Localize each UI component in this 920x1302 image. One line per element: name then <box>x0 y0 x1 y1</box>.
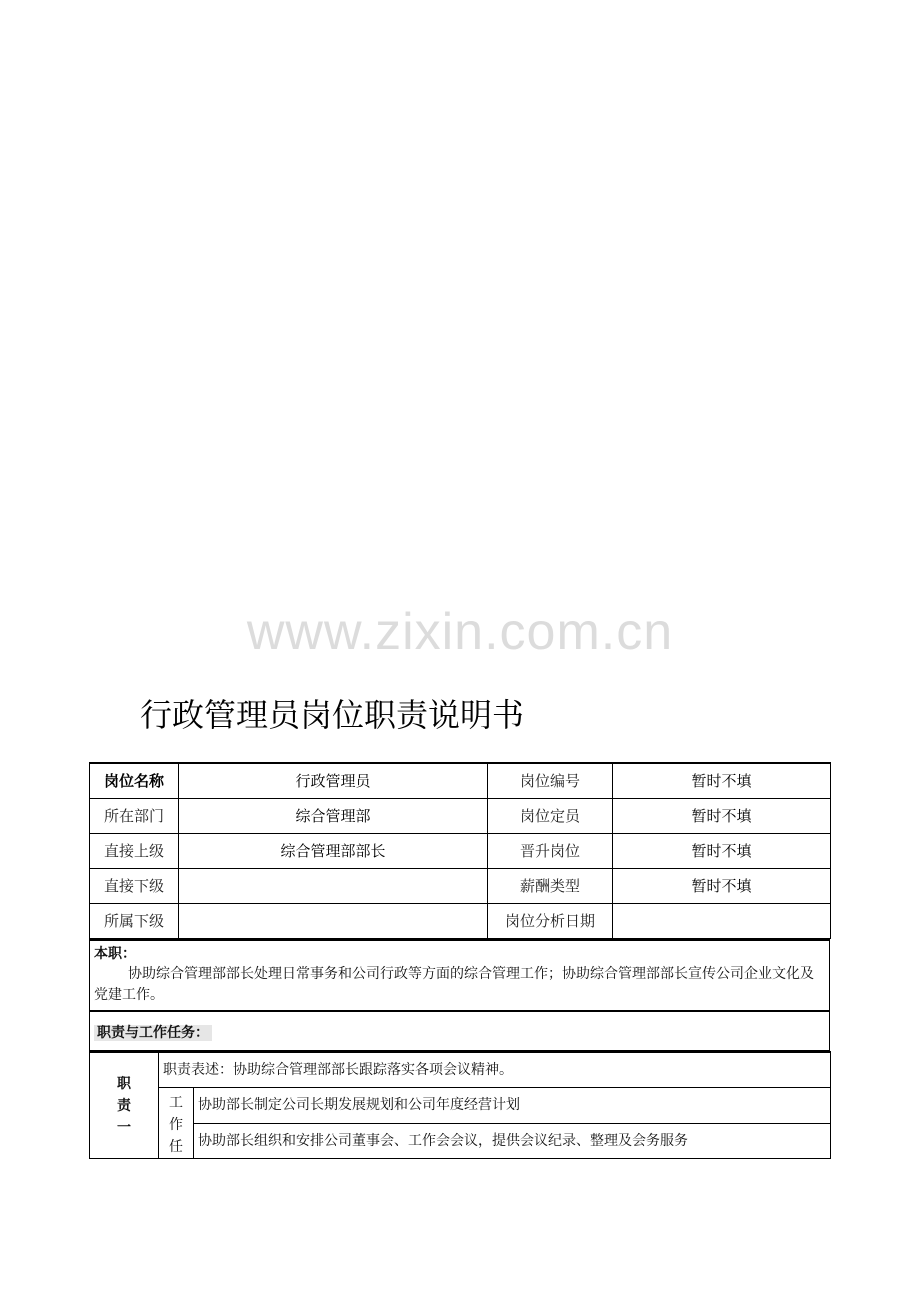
value-headcount: 暂时不填 <box>613 799 831 834</box>
value-analysis-date <box>613 904 831 939</box>
task-item-1: 协助部长制定公司长期发展规划和公司年度经营计划 <box>194 1088 831 1124</box>
info-row-position-name <box>90 763 831 799</box>
duty-one-description: 职责表述：协助综合管理部部长跟踪落实各项会议精神。 <box>159 1052 831 1088</box>
info-row-affiliated <box>90 904 831 939</box>
duty-summary-section <box>90 940 830 1011</box>
label-headcount: 岗位定员 <box>488 799 613 834</box>
label-analysis-date: 岗位分析日期 <box>488 904 613 939</box>
label-direct-supervisor: 直接上级 <box>90 834 179 869</box>
info-row-supervisor <box>90 834 831 869</box>
info-table <box>89 762 831 939</box>
value-position-name: 行政管理员 <box>179 763 488 799</box>
duty-one-table <box>89 1051 831 1159</box>
task-row <box>90 1088 831 1124</box>
summary-table <box>89 939 830 1051</box>
label-department: 所在部门 <box>90 799 179 834</box>
label-salary-type: 薪酬类型 <box>488 869 613 904</box>
duty-one-label: 职 责 一 <box>90 1052 159 1159</box>
value-department: 综合管理部 <box>179 799 488 834</box>
document-title: 行政管理员岗位职责说明书 <box>140 696 525 734</box>
label-position-name: 岗位名称 <box>90 763 179 799</box>
value-position-code: 暂时不填 <box>613 763 831 799</box>
watermark: www.zixin.com.cn <box>246 603 674 661</box>
job-description-sheet <box>89 762 830 1159</box>
task-item-2: 协助部长组织和安排公司董事会、工作会会议，提供会议纪录、整理及会务服务 <box>194 1123 831 1159</box>
value-affiliated-subordinate <box>179 904 488 939</box>
task-row <box>90 1123 831 1159</box>
value-direct-subordinate <box>179 869 488 904</box>
label-affiliated-subordinate: 所属下级 <box>90 904 179 939</box>
label-direct-subordinate: 直接下级 <box>90 869 179 904</box>
task-label: 工 作 任 <box>159 1088 194 1159</box>
duty-summary-text: 协助综合管理部部长处理日常事务和公司行政等方面的综合管理工作；协助综合管理部部长宣传公司企业文化及党建工作。 <box>94 966 814 1003</box>
responsibilities-section <box>90 1011 830 1051</box>
info-row-department <box>90 799 831 834</box>
duty-summary-heading: 本职： <box>94 946 136 962</box>
info-row-subordinate <box>90 869 831 904</box>
responsibilities-heading: 职责与工作任务： <box>94 1025 212 1041</box>
value-promotion-position: 暂时不填 <box>613 834 831 869</box>
label-position-code: 岗位编号 <box>488 763 613 799</box>
value-salary-type: 暂时不填 <box>613 869 831 904</box>
value-direct-supervisor: 综合管理部部长 <box>179 834 488 869</box>
duty-one-description-row <box>90 1052 831 1088</box>
label-promotion-position: 晋升岗位 <box>488 834 613 869</box>
